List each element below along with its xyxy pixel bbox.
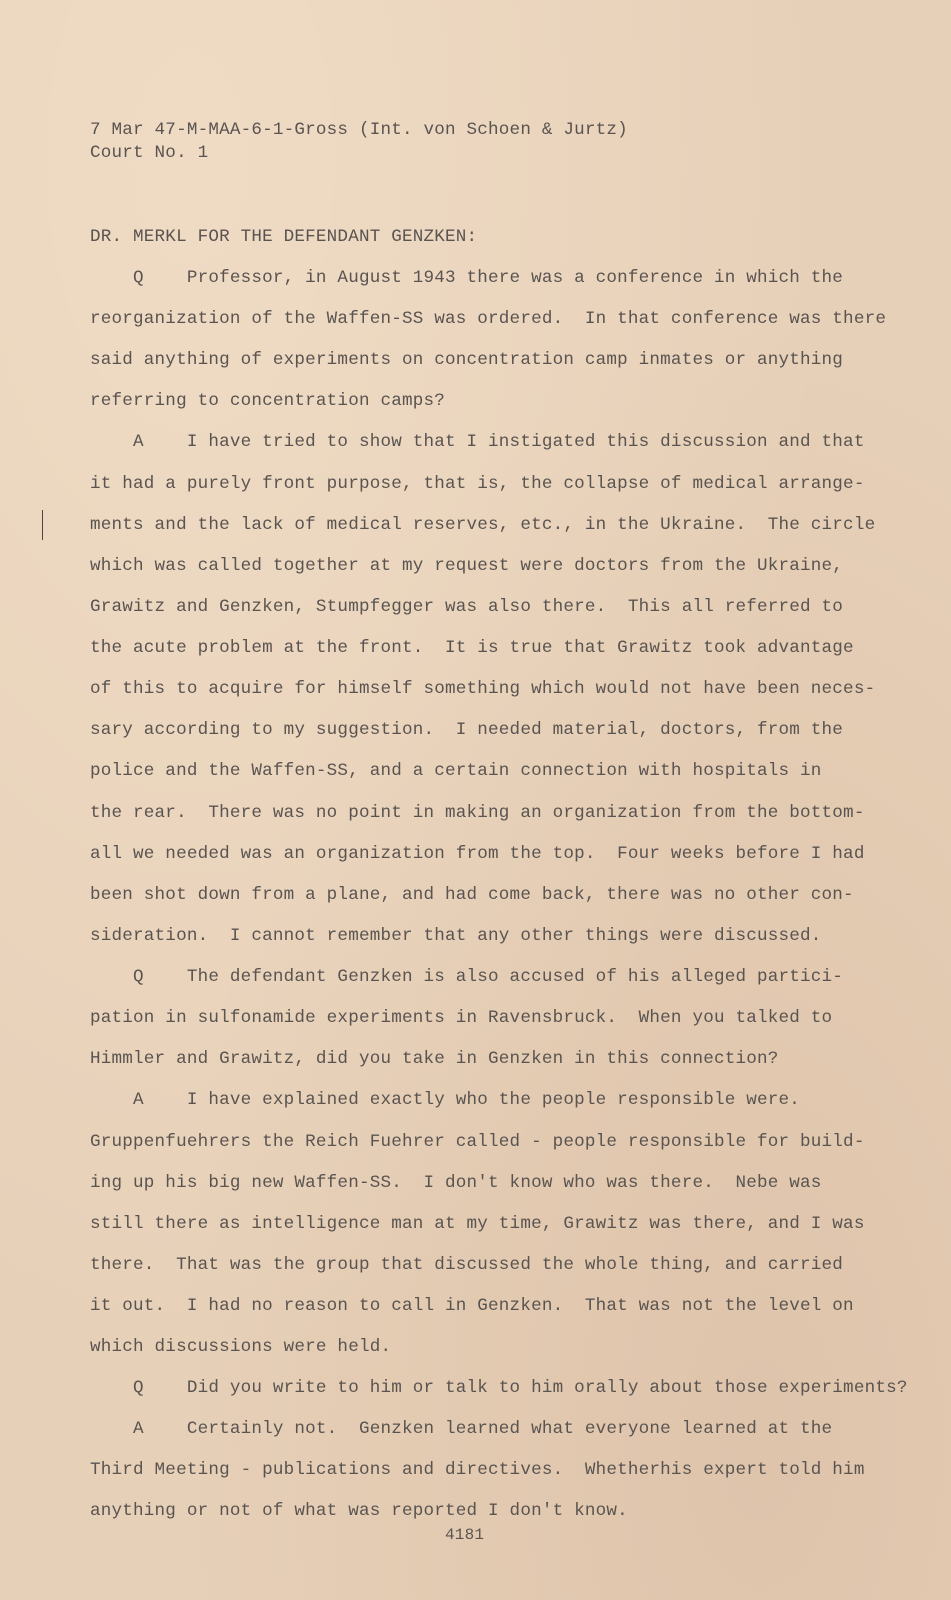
margin-pencil-mark [42, 510, 43, 540]
transcript-line: anything or not of what was reported I don't know. [90, 1501, 628, 1521]
header-line-1: 7 Mar 47-M-MAA-6-1-Gross (Int. von Schoen & Jurtz) [90, 120, 628, 140]
transcript-line: reorganization of the Waffen-SS was ordered. In that conference was there [90, 309, 887, 329]
transcript-line: all we needed was an organization from the top. Four weeks before I had [90, 844, 865, 864]
transcript-line: of this to acquire for himself something which would not have been neces- [90, 679, 876, 699]
transcript-line: the rear. There was no point in making an organization from the bottom- [90, 803, 865, 823]
transcript-line: Q The defendant Genzken is also accused of his alleged partici- [90, 967, 844, 987]
transcript-line: police and the Waffen-SS, and a certain connection with hospitals in [90, 761, 822, 781]
transcript-line: A Certainly not. Genzken learned what everyone learned at the [90, 1419, 833, 1439]
transcript-line: referring to concentration camps? [90, 391, 446, 411]
transcript-line: been shot down from a plane, and had come back, there was no other con- [90, 885, 854, 905]
transcript-line: Q Professor, in August 1943 there was a conference in which the [90, 268, 844, 288]
transcript-line: Q Did you write to him or talk to him orally about those experiments? [90, 1378, 908, 1398]
transcript-line: which was called together at my request were doctors from the Ukraine, [90, 556, 844, 576]
page-number: 4181 [445, 1526, 485, 1544]
transcript-line: A I have explained exactly who the people responsible were. [90, 1090, 801, 1110]
transcript-line: pation in sulfonamide experiments in Ravensbruck. When you talked to [90, 1008, 833, 1028]
transcript-line: ments and the lack of medical reserves, etc., in the Ukraine. The circle [90, 515, 876, 535]
transcript-line: which discussions were held. [90, 1337, 392, 1357]
transcript-line: A I have tried to show that I instigated this discussion and that [90, 432, 865, 452]
transcript-line: sideration. I cannot remember that any other things were discussed. [90, 926, 822, 946]
transcript-line: ing up his big new Waffen-SS. I don't know who was there. Nebe was [90, 1173, 822, 1193]
transcript-line: Himmler and Grawitz, did you take in Genzken in this connection? [90, 1049, 779, 1069]
transcript-line: Third Meeting - publications and directives. Whetherhis expert told him [90, 1460, 865, 1480]
transcript-line: there. That was the group that discussed the whole thing, and carried [90, 1255, 844, 1275]
transcript-line: it had a purely front purpose, that is, the collapse of medical arrange- [90, 474, 865, 494]
transcript-line: it out. I had no reason to call in Genzken. That was not the level on [90, 1296, 854, 1316]
speaker-heading: DR. MERKL FOR THE DEFENDANT GENZKEN: [90, 227, 478, 247]
transcript-line: sary according to my suggestion. I needed material, doctors, from the [90, 720, 844, 740]
transcript-line: Grawitz and Genzken, Stumpfegger was also there. This all referred to [90, 597, 844, 617]
transcript-line: the acute problem at the front. It is true that Grawitz took advantage [90, 638, 854, 658]
transcript-line: said anything of experiments on concentration camp inmates or anything [90, 350, 844, 370]
header-line-2: Court No. 1 [90, 143, 209, 163]
transcript-line: Gruppenfuehrers the Reich Fuehrer called - people responsible for build- [90, 1132, 865, 1152]
transcript-line: still there as intelligence man at my time, Grawitz was there, and I was [90, 1214, 865, 1234]
